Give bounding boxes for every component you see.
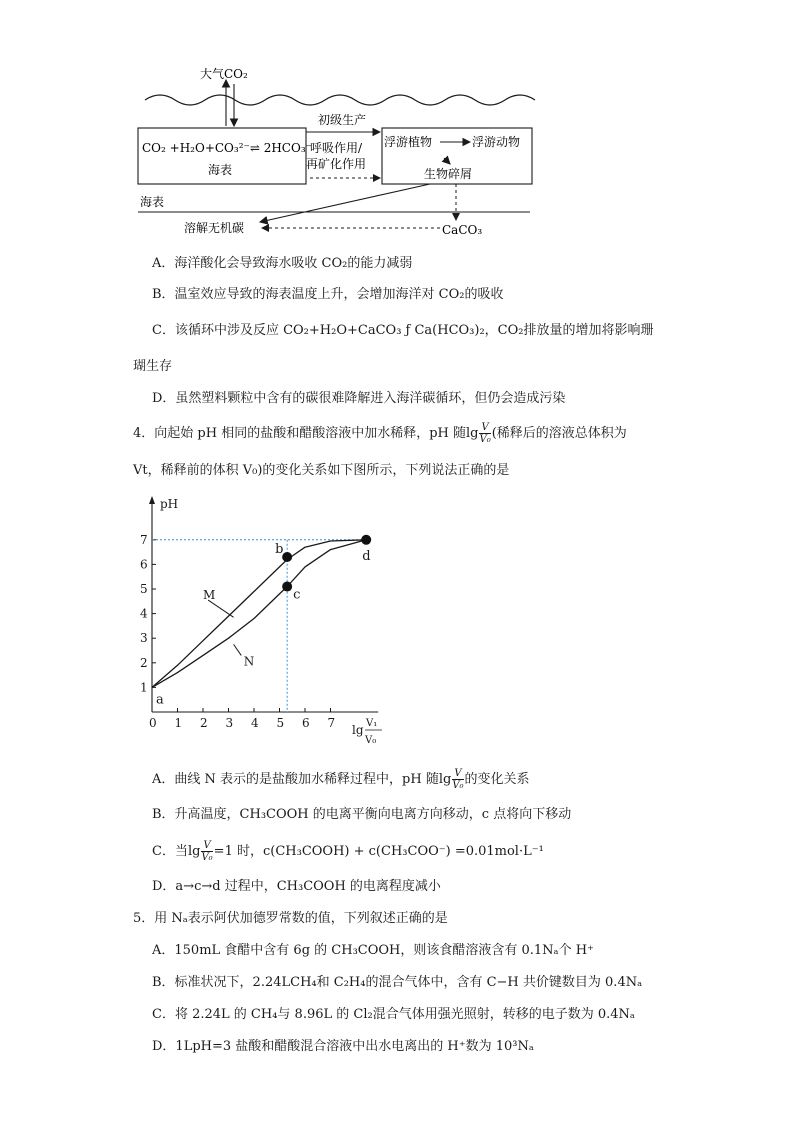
y-tick-label: 3 [140, 631, 148, 646]
sea-surface-label: 海表 [140, 195, 165, 209]
ph-dilution-chart [136, 490, 396, 755]
q5-option-b: B．标准状况下，2.24LCH₄和 C₂H₄的混合气体中，含有 C−H 共价键数目为 0.4Nₐ [152, 975, 643, 990]
q3-option-b: B．温室效应导致的海表温度上升，会增加海洋对 CO₂的吸收 [152, 287, 504, 302]
x-tick-label: 3 [225, 716, 234, 730]
y-tick-label: 6 [140, 557, 148, 572]
label-N-pointer [234, 644, 242, 655]
q3-option-c-cont: 瑚生存 [133, 359, 173, 374]
sea-wave [145, 95, 535, 105]
q4-option-a: A．曲线 N 表示的是盐酸加水稀释过程中，pH 随lg $\frac{V}{\text{V₀}}$ 的变化关系 [152, 768, 530, 791]
series-label-M: M [203, 587, 216, 602]
q5-option-a: A．150mL 食醋中含有 6g 的 CH₃COOH，则该食醋溶液含有 0.1Nₐ个 H⁺ [152, 943, 594, 958]
x-axis-label-lg: lg [352, 723, 364, 737]
point-d [361, 535, 371, 545]
carbon-cycle-diagram [130, 60, 540, 245]
q3-option-d: D．虽然塑料颗粒中含有的碳很难降解进入海洋碳循环，但仍会造成污染 [152, 391, 566, 406]
q4-option-d: D．a→c→d 过程中，CH₃COOH 的电离程度减小 [152, 879, 441, 894]
x-tick-label: 4 [251, 716, 259, 730]
phytoplankton-label: 浮游植物 [384, 135, 433, 149]
y-axis-arrow [149, 496, 155, 504]
y-tick-label: 4 [140, 606, 148, 621]
label-M-pointer [208, 600, 234, 617]
primary-production-label: 初级生产 [318, 113, 367, 127]
y-axis-label: pH [160, 497, 179, 511]
surface-equation: CO₂ +H₂O+CO₃²⁻⇌ 2HCO₃⁻ [142, 141, 312, 155]
x-tick-label: 0 [149, 716, 157, 730]
q4-stem-line2: Vt，稀释前的体积 V₀)的变化关系如下图所示，下列说法正确的是 [133, 463, 510, 478]
point-label-a: a [156, 692, 164, 708]
point-label-b: b [275, 542, 284, 558]
dissolved-carbon-label: 溶解无机碳 [184, 221, 245, 235]
surface-box-label: 海表 [208, 163, 233, 177]
y-tick-label: 2 [140, 655, 148, 670]
q4-option-b: B．升高温度，CH₃COOH 的电离平衡向电离方向移动，c 点将向下移动 [152, 807, 572, 822]
q4-stem-line1: 4．向起始 pH 相同的盐酸和醋酸溶液中加水稀释，pH 随lg $\frac{V}{\text{V₀}}$ (稀释后的溶液总体积为 [133, 422, 627, 445]
point-label-d: d [362, 548, 371, 564]
x-tick-label: 6 [302, 716, 310, 730]
x-axis-label-num: V₁ [366, 718, 378, 729]
zooplankton-label: 浮游动物 [472, 135, 521, 149]
point-label-c: c [293, 587, 301, 603]
y-tick-label: 5 [140, 582, 148, 596]
y-tick-label: 1 [140, 680, 148, 695]
x-tick-label: 5 [276, 716, 285, 730]
x-tick-label: 7 [327, 716, 336, 730]
point-c [282, 582, 292, 592]
remineralization-label: 再矿化作用 [306, 157, 367, 171]
q3-option-a: A．海洋酸化会导致海水吸收 CO₂的能力减弱 [152, 256, 413, 271]
caco3-label: CaCO₃ [442, 223, 483, 237]
y-tick-label: 7 [140, 532, 148, 547]
q5-option-d: D．1LpH=3 盐酸和醋酸混合溶液中出水电离出的 H⁺数为 10³Nₐ [152, 1039, 534, 1054]
point-b [282, 552, 292, 562]
x-axis-label-den: V₀ [365, 735, 377, 746]
x-tick-label: 2 [200, 716, 208, 730]
x-tick-label: 1 [174, 716, 183, 730]
q3-option-c: C．该循环中涉及反应 CO₂+H₂O+CaCO₃ ƒ Ca(HCO₃)₂，CO₂排放量的增加将影响珊 [152, 323, 654, 338]
detritus-label: 生物碎屑 [424, 167, 473, 181]
series-label-N: N [243, 654, 255, 669]
atmosphere-label: 大气CO₂ [200, 67, 248, 81]
q5-option-c: C．将 2.24L 的 CH₄与 8.96L 的 Cl₂混合气体用强光照射，转移的电子数为 0.4Nₐ [152, 1007, 635, 1022]
respiration-label: 呼吸作用/ [310, 141, 363, 155]
curve-N [152, 540, 366, 688]
q5-stem: 5．用 Nₐ表示阿伏加德罗常数的值，下列叙述正确的是 [133, 911, 448, 926]
q4-option-c: C．当lg $\frac{V}{\text{V₀}}$ =1 时，c(CH₃COOH) + c(CH₃COO⁻) =0.01mol·L⁻¹ [152, 840, 544, 863]
q4-stem-fraction: $\frac{V}{\text{V₀}}$ [479, 422, 491, 445]
